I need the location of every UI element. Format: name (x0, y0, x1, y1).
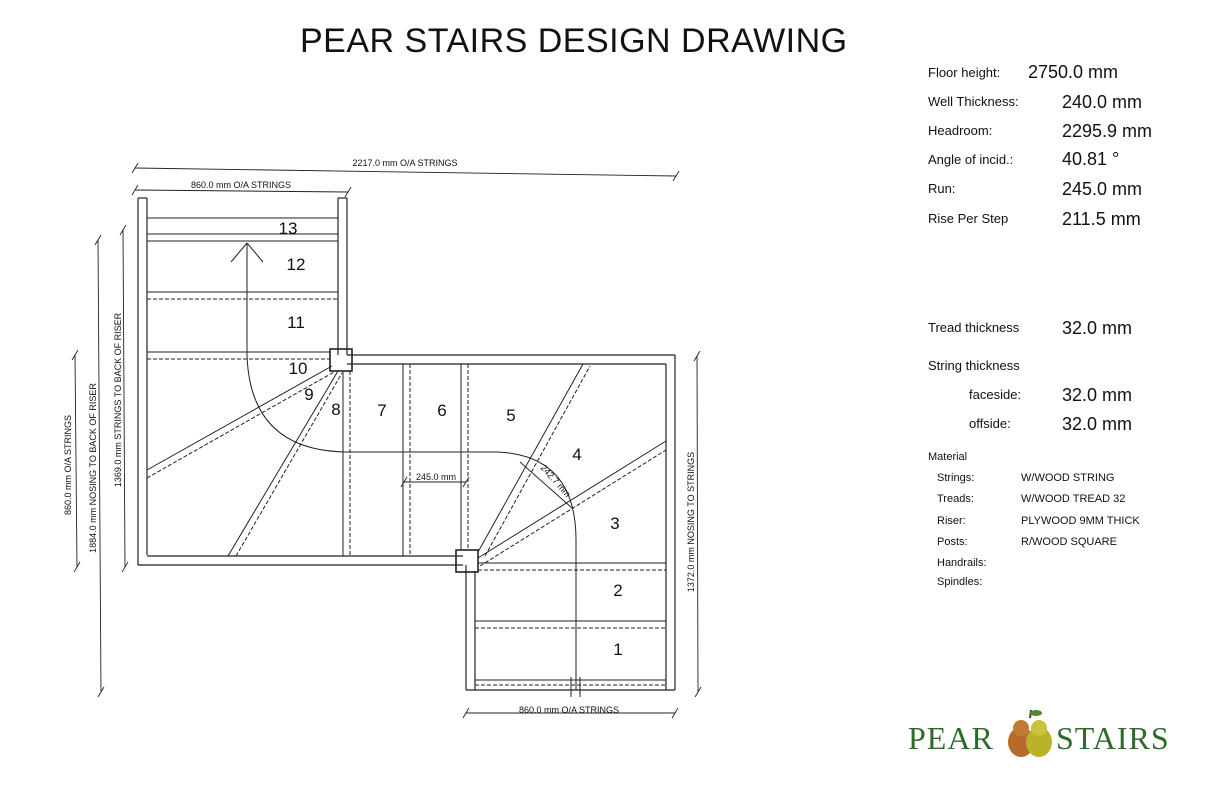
tread-thickness-label: Tread thickness (928, 320, 1020, 335)
dim-line-right-nosing (697, 356, 698, 692)
pear-icon (1001, 708, 1061, 760)
step-number-8: 8 (331, 400, 341, 419)
dim-line-left-oa (75, 355, 77, 567)
offside-value: 32.0 mm (1062, 414, 1133, 434)
material-value-riser: PLYWOOD 9MM THICK (1021, 515, 1140, 527)
string-thickness-label: String thickness (928, 358, 1020, 373)
faceside-label: faceside: (969, 387, 1022, 402)
dim-line-left-nosing (98, 240, 101, 692)
spec-value-floor-height: 2750.0 mm (1028, 62, 1119, 82)
material-label-treads: Treads: (937, 493, 974, 505)
step-number-6: 6 (437, 401, 447, 420)
spec-label-well-thickness: Well Thickness: (928, 94, 1019, 109)
step-number-3: 3 (610, 514, 620, 533)
spec-label-floor-height: Floor height: (928, 65, 1001, 80)
spec-label-run: Run: (928, 181, 956, 196)
material-label-spindles: Spindles: (937, 576, 983, 588)
spec-label-angle: Angle of incid.: (928, 152, 1014, 167)
material-heading: Material (928, 451, 968, 463)
material-label-riser: Riser: (937, 515, 966, 527)
newel-post-upper (330, 349, 352, 371)
material-label-posts: Posts: (937, 536, 968, 548)
newel-post-lower (456, 550, 478, 572)
spec-value-rise: 211.5 mm (1062, 209, 1141, 229)
spec-value-headroom: 2295.9 mm (1062, 121, 1153, 141)
step-number-2: 2 (613, 581, 623, 600)
dim-left-strings-label: 1369.0 mm STRINGS TO BACK OF RISER (113, 312, 123, 488)
step-number-12: 12 (286, 255, 306, 274)
material-value-treads: W/WOOD TREAD 32 (1021, 493, 1126, 505)
dim-right-nosing-label: 1372.0 mm NOSING TO STRINGS (686, 451, 696, 593)
material-value-strings: W/WOOD STRING (1021, 472, 1115, 484)
spec-label-rise: Rise Per Step (928, 211, 1009, 226)
material-label-strings: Strings: (937, 472, 975, 484)
drawing-title: PEAR STAIRS DESIGN DRAWING (300, 22, 848, 60)
dim-line-top-overall (135, 168, 676, 176)
material-label-handrails: Handrails: (937, 557, 987, 569)
walkline (231, 243, 580, 697)
step-number-1: 1 (613, 640, 623, 659)
dim-bottom-flight-label: 860.0 mm O/A STRINGS (518, 705, 620, 715)
dim-top-flight-label: 860.0 mm O/A STRINGS (190, 180, 292, 190)
step-number-9: 9 (304, 385, 314, 404)
step-number-4: 4 (572, 445, 582, 464)
dim-line-left-strings (123, 230, 125, 567)
dim-left-nosing-label: 1884.0 mm NOSING TO BACK OF RISER (88, 383, 98, 553)
logo-text-left: PEAR (908, 720, 994, 756)
step-number-11: 11 (287, 313, 305, 332)
step-number-7: 7 (377, 401, 387, 420)
offside-label: offside: (969, 416, 1011, 431)
spec-value-run: 245.0 mm (1062, 179, 1143, 199)
dim-going-label: 245.0 mm (415, 472, 457, 482)
walkline-arrow-left (231, 243, 247, 262)
spec-value-angle: 40.81 ° (1062, 149, 1120, 169)
tread-thickness-value: 32.0 mm (1062, 318, 1133, 338)
dim-left-oa-label: 860.0 mm O/A STRINGS (63, 414, 73, 516)
step-number-13: 13 (278, 219, 298, 238)
pear-stairs-logo (906, 706, 1176, 766)
spec-value-well-thickness: 240.0 mm (1062, 92, 1143, 112)
step-number-10: 10 (288, 359, 308, 378)
logo-text-right: STAIRS (1056, 720, 1170, 756)
step-number-5: 5 (506, 406, 516, 425)
dim-radius-label: 242.7 mm (538, 462, 573, 500)
dim-line-top-flight (135, 190, 348, 192)
material-value-posts: R/WOOD SQUARE (1021, 536, 1117, 548)
dim-top-overall-label: 2217.0 mm O/A STRINGS (352, 158, 458, 168)
faceside-value: 32.0 mm (1062, 385, 1133, 405)
spec-label-headroom: Headroom: (928, 123, 993, 138)
walkline-arrow-right (247, 243, 263, 262)
